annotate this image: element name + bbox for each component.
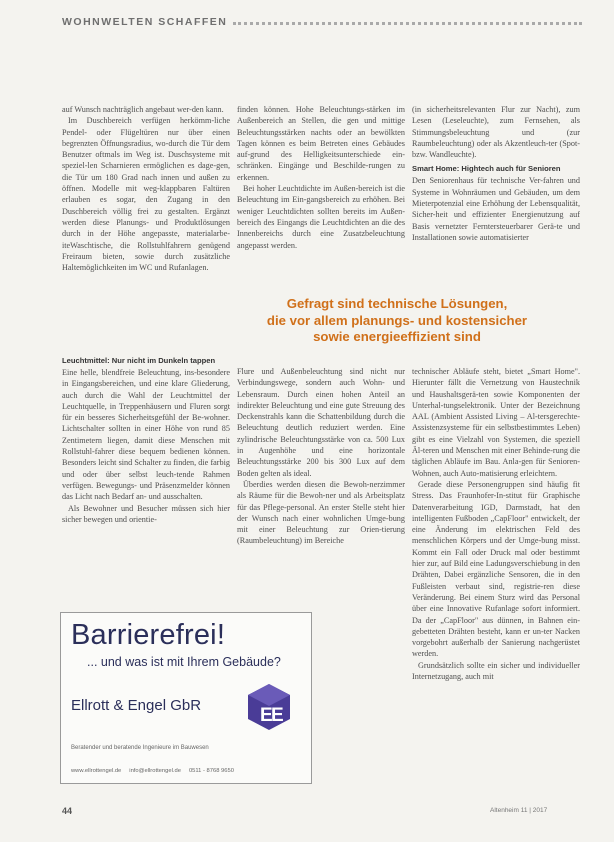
ad-phone: 0511 - 8768 9650	[188, 768, 234, 774]
paragraph: Überdies werden diesen die Bewoh-nerzimmer als Räume für die Bewoh-ner und als Arbeitsplatz für das Pflege-personal. An erster Stelle steht hier der Wunsch nach einer wohnlichen Umge-bung mit einer Beleuchtung zur Orien-tierung (Raumbeleuchtung) im Bereiche	[237, 479, 405, 546]
ad-website-link[interactable]: www.ellrottengel.de	[71, 768, 122, 774]
ad-subheadline: ... und was ist mit Ihrem Gebäude?	[87, 655, 281, 669]
paragraph: auf Wunsch nachträglich angebaut wer-den kann.	[62, 105, 224, 114]
column-2-bottom	[237, 366, 405, 547]
paragraph: technischer Abläufe steht, bietet „Smart Home". Hierunter fällt die Vernetzung von Haustechnik und Haushaltsgerä-ten sowie Komponenten der Unterhal-tungselektronik. Unter der Bezeichnung AAL (Ambient Assisted Living – Al-tersgerechte-Assistenzsysteme für ein selbstbestimmtes Leben) gibt es eine Vielzahl von Systemen, die speziell Äl-teren und Menschen mit einer Behinde-rung die täglichen Abläufe im Bau. Anla-gen für Senioren-Wohnen, auch Auto-matisierung erleichtern.	[412, 367, 580, 478]
svg-text:E: E	[260, 705, 273, 726]
column-2-top	[237, 104, 405, 251]
svg-text:E: E	[271, 705, 284, 726]
column-3-top	[412, 104, 580, 243]
paragraph: Als Bewohner und Besucher müssen sich hier sicher bewegen und orientie-	[62, 503, 230, 524]
company-logo-icon	[247, 683, 291, 731]
column-1-bottom	[62, 352, 230, 525]
paragraph: finden können. Hohe Beleuchtungs-stärken im Außenbereich an Stellen, die gen und mittige Beleuchtungsstärken nachts oder an bewölkten Tagen können es beim Betreten eines Gebäudes auf-grund des Helligkeitsunterschiede ein-schränken. Eingänge und Beschilde-rungen zu erkennen.	[237, 105, 405, 182]
subheading: Leuchtmittel: Nur nicht im Dunkeln tappen	[62, 356, 216, 365]
paragraph: Den Seniorenhaus für technische Ver-fahren und Systeme in Wohnräumen und Gebäuden, um dem Mieterpotenzial eine Erhöhung der Lebensqualität, Sicher-heit und effizienter Energienutzung auf Basis vernetzter Ferntersteuerbarer Gerä-te und Installationen sowie automatisierter	[412, 176, 580, 242]
pull-quote-line: die vor allem planungs- und kostensicher	[266, 312, 528, 328]
column-1-top	[62, 104, 230, 273]
paragraph: (in sicherheitsrelevanten Flur zur Nacht), zum Lesen (Leseleuchte), zum Fernsehen, als Stimmungsbeleuchtung und (zur Raumbeleuchtung) oder als Akzentleuch-ter (Spot- bzw. Wandleuchte).	[412, 105, 580, 160]
subheading: Smart Home: Hightech auch für Senioren	[412, 164, 561, 174]
paragraph: Grundsätzlich sollte ein sicher und individueller Internetzugang, auch mit	[412, 660, 580, 682]
ad-email-link[interactable]: info@ellrottengel.de	[129, 768, 181, 774]
pull-quote-line: sowie energieeffizient sind	[313, 329, 481, 345]
column-3-bottom	[412, 366, 580, 682]
paragraph: Eine helle, blendfreie Beleuchtung, ins-besondere in Eingangsbereichen, und eine klare Gliederung, auch durch die Wahl der Leuchtmittel der Leuchtquelle, in Treppenhäusern und Fluren sorgt für ein besseres Sicherheitsgefühl der Be-wohner. Lichtschalter sollten in einer Höhe von rund 85 Zentimetern liegen, damit diese Menschen mit Rollstuhl-fahrer diese bequem bedienen können. Besonders leicht sind Schalter zu finden, die farbig und oder über selbst leuch-tende Rahmen verfügen. Bewegungs- und Präsenzmelder können das Licht nach Bedarf an- und ausschalten.	[62, 368, 230, 502]
paragraph: Flure und Außenbeleuchtung sind nicht nur Verbindungswege, sondern auch Wohn- und Lebensraum. Durch einen hohen Anteil an indirekter Beleuchtung und eine gute Streuung des Deckenstrahls kann die Schattenbildung durch die Beleuchtung deutlich reduziert werden. Eine zylindrische Beleuchtungsstärke von ca. 500 Lux in Augenhöhe und eine horizontale Beleuchtungsstärke 200 bis 300 Lux auf dem Boden gelten als ideal.	[237, 367, 405, 478]
paragraph: Bei hoher Leuchtdichte im Außen-bereich ist die Beleuchtung im Ein-gangsbereich zu erhöhen. Bei weniger Leuchtdichten sollten bereits im Außen-bereich des Eingangs die Leuchtdichten an die des Innenbereichs durch eine Zusatzbeleuchtung angepasst werden.	[237, 184, 405, 250]
paragraph: Im Duschbereich verfügen herkömm-liche Pendel- oder Flügeltüren nur über einen begrenzten Öffnungsradius, wo-durch die Tür dem Benutzer oftmals im Weg ist. Duschsysteme mit speziel-len Scharnieren ermöglichen es dage-gen, die Tür um 180 Grad nach innen und außen zu öffnen. Modelle mit weg-klappbaren Faltüren erlauben es sogar, den Zugang in den Duschbereich völlig frei zu gestalten. Ergänzt werden diese Planungs- und Produktlösungen durch in der Höhe angepasste, materialarbe-iteWaschtische, die Rollstuhlfahrern genügend Freiraum bieten, sowie durch zusätzliche Haltemöglichkeiten im WC und Rufanlagen.	[62, 116, 230, 273]
section-header	[62, 12, 582, 32]
section-title: WOHNWELTEN SCHAFFEN	[62, 16, 228, 28]
ad-headline: Barrierefrei!	[71, 619, 226, 651]
ad-company-name: Ellrott & Engel GbR	[71, 697, 202, 714]
ad-contact-line	[71, 768, 234, 774]
pull-quote	[232, 296, 562, 346]
header-dotted-rule	[233, 22, 582, 25]
issue-label: Altenheim 11 | 2017	[490, 807, 548, 814]
pull-quote-line: Gefragt sind technische Lösungen,	[286, 296, 508, 311]
paragraph: Gerade diese Personengruppen sind häufig fit Stress. Das Fraunhofer-In-stitut für Graphische Datenverarbeitung IGD, Darmstadt, hat den intelligenten Fußboden „CapFloor" entwickelt, der eine Änderung im elektrischen Feld des menschlichen Körpers und der Umge-bung misst. Kommt ein Fall oder Druck mal oder bestimmt hier zur, auf Bild eine Ladungsverschiebung in den Drähten, Dabei ergänzliche Sensoren, die in den Fußleisten verbaut sind, registrie-ren diese Veränderung. Bei einem Sturz wird das Personal über eine Innovative Rufanlage sofort informiert. Da der „CapFloor" aus dünnen, in Bahnen ein-gebetteten Drähten besteht, kann er un-ter Nacken vorgebohrt außerhalb der Sanierung nachgerüstet werden.	[412, 479, 580, 659]
ad-tagline: Beratender und beratende Ingenieure im Bauwesen	[71, 745, 209, 751]
advertisement[interactable]	[60, 612, 312, 784]
page-number: 44	[62, 806, 73, 816]
